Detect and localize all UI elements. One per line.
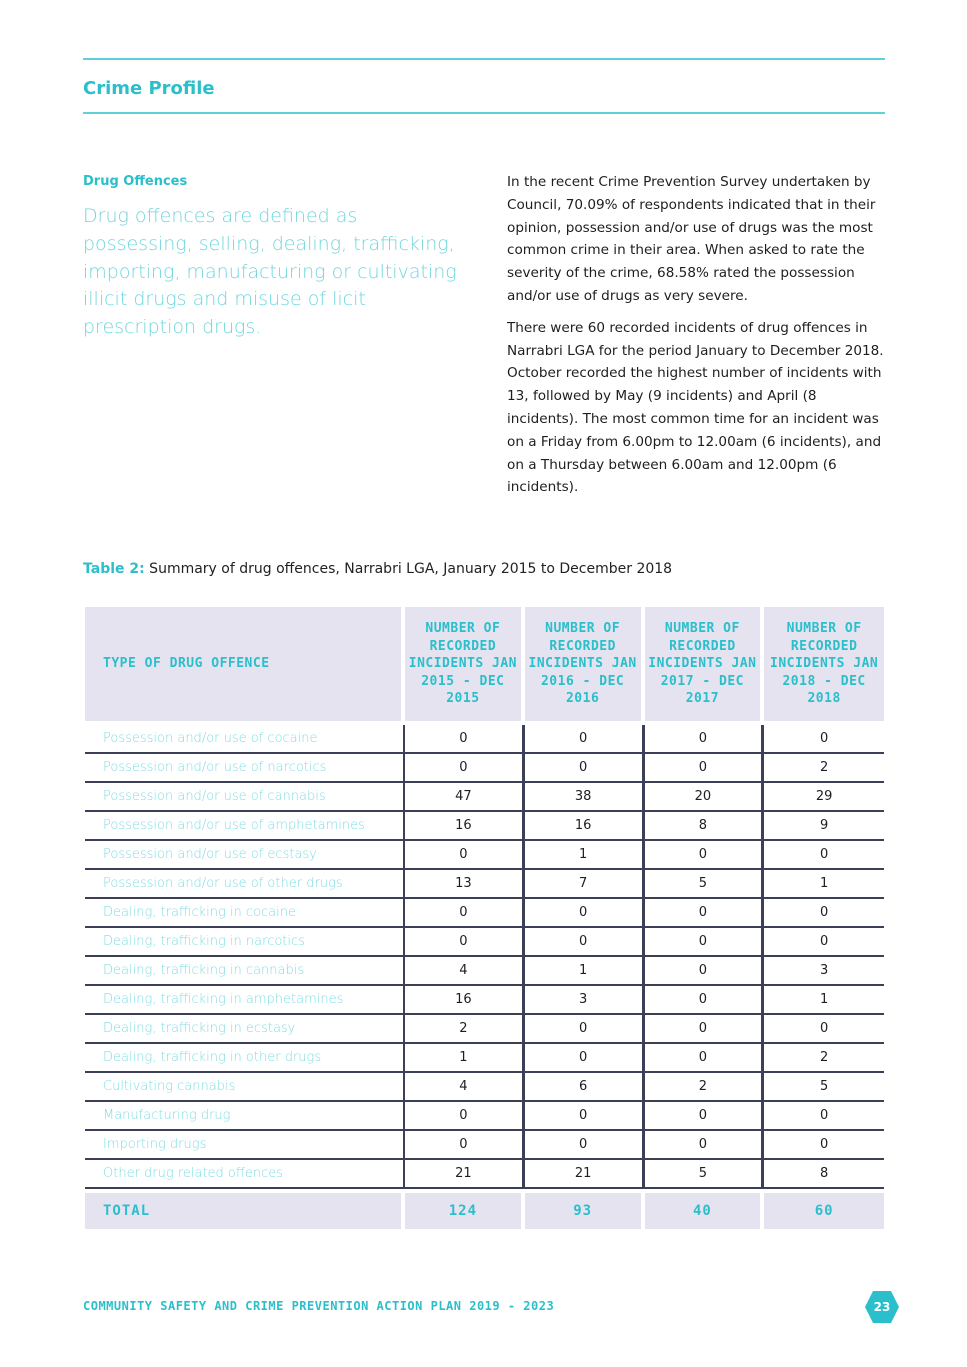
table-caption [83,561,672,577]
sub-heading: Drug Offences [83,174,188,189]
body-paragraph-1: In the recent Crime Prevention Survey undertaken by Council, 70.09% of respondents indicated that in their opinion, possession and/or use of drugs was the most common crime in their area. When asked to rate the severity of the crime, 68.58% rated the possession and/or use of drugs as very severe. [507,174,876,304]
footer-text: COMMUNITY SAFETY AND CRIME PREVENTION ACTION PLAN 2019 - 2023 [83,1299,555,1313]
incident-count-cell: 0 [525,1102,645,1131]
top-rule [83,58,885,60]
offence-type-cell: Possession and/or use of cocaine [85,725,405,754]
total-count-cell: 40 [645,1193,765,1229]
incident-count-cell: 13 [405,870,525,899]
table-row [85,986,884,1015]
incident-count-cell: 0 [764,725,884,754]
offence-type-cell: Possession and/or use of other drugs [85,870,405,899]
header-2015: NUMBER OF RECORDED INCIDENTS JAN 2015 - DEC 2015 [405,607,525,721]
table-row [85,754,884,783]
total-count-cell: 93 [525,1193,645,1229]
incident-count-cell: 0 [525,899,645,928]
page-number: 23 [873,1300,891,1314]
incident-count-cell: 8 [764,1160,884,1189]
table-row [85,1131,884,1160]
incident-count-cell: 0 [525,928,645,957]
incident-count-cell: 0 [645,1044,765,1073]
table-caption-text: Summary of drug offences, Narrabri LGA, January 2015 to December 2018 [144,561,673,577]
incident-count-cell: 38 [525,783,645,812]
incident-count-cell: 0 [525,1131,645,1160]
table-row [85,928,884,957]
offence-type-cell: Dealing, trafficking in narcotics [85,928,405,957]
incident-count-cell: 4 [405,1073,525,1102]
offence-type-cell: Dealing, trafficking in ecstasy [85,1015,405,1044]
table-row [85,812,884,841]
total-count-cell: 124 [405,1193,525,1229]
header-2018: NUMBER OF RECORDED INCIDENTS JAN 2018 - DEC 2018 [764,607,884,721]
table-row [85,1102,884,1131]
incident-count-cell: 0 [764,1131,884,1160]
incident-count-cell: 0 [764,841,884,870]
incident-count-cell: 0 [645,1102,765,1131]
incident-count-cell: 0 [764,1015,884,1044]
incident-count-cell: 0 [405,928,525,957]
drug-offences-table [85,607,884,1229]
offence-type-cell: Dealing, trafficking in cannabis [85,957,405,986]
table-header-row [85,607,884,721]
incident-count-cell: 0 [525,1044,645,1073]
incident-count-cell: 29 [764,783,884,812]
incident-count-cell: 0 [764,928,884,957]
incident-count-cell: 6 [525,1073,645,1102]
header-2017: NUMBER OF RECORDED INCIDENTS JAN 2017 - DEC 2017 [645,607,765,721]
incident-count-cell: 0 [525,725,645,754]
incident-count-cell: 1 [525,841,645,870]
table-row [85,783,884,812]
incident-count-cell: 1 [764,986,884,1015]
incident-count-cell: 0 [645,1131,765,1160]
table-row [85,870,884,899]
offence-type-cell: Dealing, trafficking in other drugs [85,1044,405,1073]
incident-count-cell: 5 [764,1073,884,1102]
page-number-badge [864,1290,900,1324]
incident-count-cell: 0 [764,1102,884,1131]
offence-type-cell: Possession and/or use of narcotics [85,754,405,783]
table-row [85,1073,884,1102]
offence-type-cell: Possession and/or use of ecstasy [85,841,405,870]
offence-type-cell: Manufacturing drug [85,1102,405,1131]
incident-count-cell: 47 [405,783,525,812]
incident-count-cell: 0 [645,841,765,870]
incident-count-cell: 0 [405,899,525,928]
incident-count-cell: 1 [525,957,645,986]
offence-type-cell: Dealing, trafficking in cocaine [85,899,405,928]
incident-count-cell: 8 [645,812,765,841]
incident-count-cell: 7 [525,870,645,899]
title-rule [83,112,885,114]
incident-count-cell: 5 [645,1160,765,1189]
incident-count-cell: 2 [764,1044,884,1073]
offence-type-cell: Possession and/or use of amphetamines [85,812,405,841]
incident-count-cell: 0 [405,754,525,783]
incident-count-cell: 16 [405,812,525,841]
incident-count-cell: 21 [405,1160,525,1189]
table-row [85,725,884,754]
incident-count-cell: 0 [645,957,765,986]
incident-count-cell: 0 [645,754,765,783]
incident-count-cell: 20 [645,783,765,812]
total-label: TOTAL [85,1193,405,1229]
section-title: Crime Profile [83,78,215,99]
offence-type-cell: Possession and/or use of cannabis [85,783,405,812]
incident-count-cell: 0 [525,754,645,783]
body-paragraph-2: There were 60 recorded incidents of drug offences in Narrabri LGA for the period January to December 2018. October recorded the highest number of incidents with 13, followed by May (9 incidents) and April (8 incidents). The most common time for an incident was on a Friday from 6.00pm to 12.00am (6 incidents), and on a Thursday between 6.00am and 12.00pm (6 incidents). [507,319,884,496]
table-body [85,721,884,1229]
incident-count-cell: 0 [645,1015,765,1044]
incident-count-cell: 4 [405,957,525,986]
table-caption-label: Table 2: [83,561,145,577]
incident-count-cell: 16 [405,986,525,1015]
table-row [85,1044,884,1073]
incident-count-cell: 2 [645,1073,765,1102]
total-count-cell: 60 [764,1193,884,1229]
incident-count-cell: 0 [405,841,525,870]
offence-type-cell: Other drug related offences [85,1160,405,1189]
incident-count-cell: 0 [405,725,525,754]
incident-count-cell: 5 [645,870,765,899]
offence-type-cell: Importing drugs [85,1131,405,1160]
table-row [85,1160,884,1189]
offence-type-cell: Cultivating cannabis [85,1073,405,1102]
incident-count-cell: 1 [405,1044,525,1073]
incident-count-cell: 0 [405,1131,525,1160]
incident-count-cell: 3 [764,957,884,986]
incident-count-cell: 0 [525,1015,645,1044]
incident-count-cell: 0 [764,899,884,928]
incident-count-cell: 9 [764,812,884,841]
incident-count-cell: 0 [405,1102,525,1131]
header-2016: NUMBER OF RECORDED INCIDENTS JAN 2016 - DEC 2016 [525,607,645,721]
incident-count-cell: 0 [645,725,765,754]
body-column [507,171,887,508]
table-row [85,899,884,928]
incident-count-cell: 16 [525,812,645,841]
table-row [85,841,884,870]
header-offence-type: TYPE OF DRUG OFFENCE [85,607,405,721]
incident-count-cell: 0 [645,899,765,928]
incident-count-cell: 1 [764,870,884,899]
incident-count-cell: 3 [525,986,645,1015]
incident-count-cell: 2 [764,754,884,783]
incident-count-cell: 0 [645,986,765,1015]
table-row [85,957,884,986]
total-row [85,1193,884,1229]
table-row [85,1015,884,1044]
incident-count-cell: 0 [645,928,765,957]
incident-count-cell: 21 [525,1160,645,1189]
lead-paragraph: Drug offences are defined as possessing, selling, dealing, trafficking, importing, manufacturing or cultivating illicit drugs and misuse of licit prescription drugs. [83,205,457,339]
offence-type-cell: Dealing, trafficking in amphetamines [85,986,405,1015]
incident-count-cell: 2 [405,1015,525,1044]
